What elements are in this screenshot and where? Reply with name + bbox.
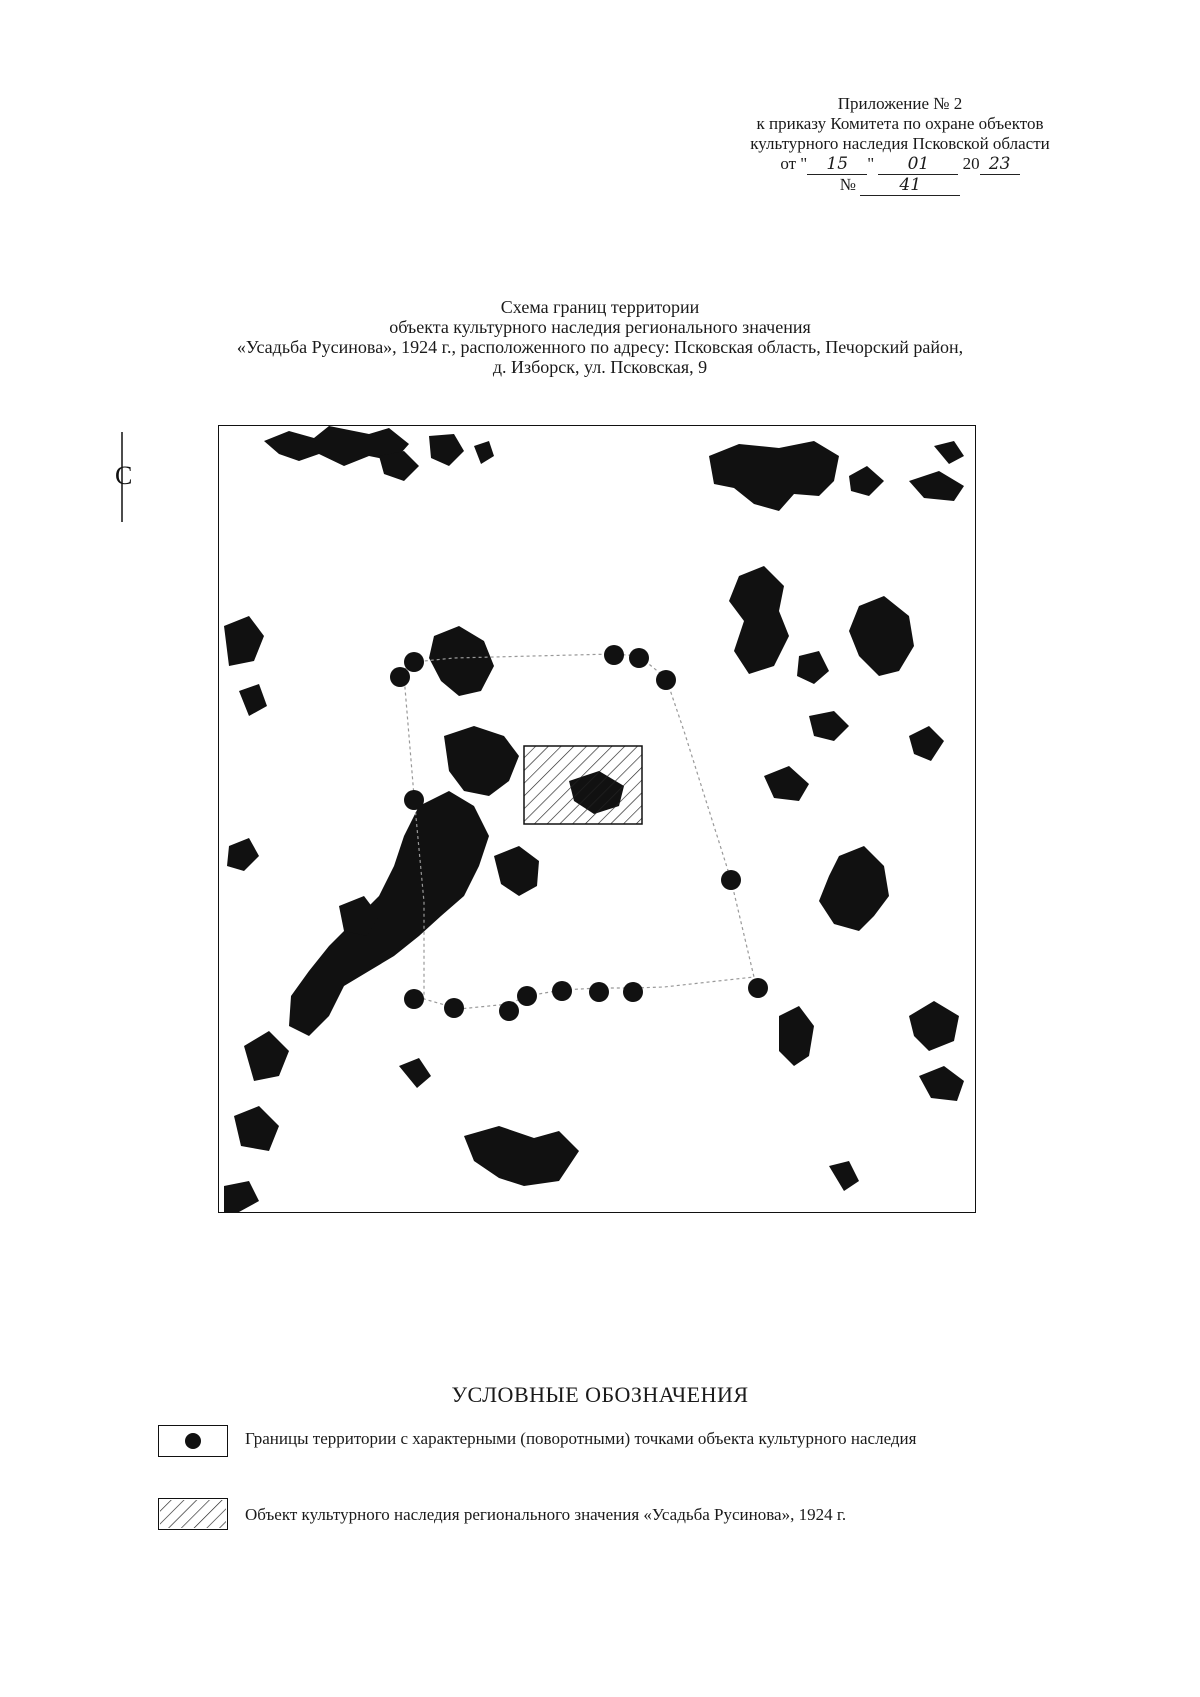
boundary-point — [404, 790, 424, 810]
boundary-point — [629, 648, 649, 668]
boundary-point — [517, 986, 537, 1006]
date-day: 15 — [807, 154, 867, 175]
boundary-point — [390, 667, 410, 687]
title-line-2: объекта культурного наследия регионального значения — [389, 317, 811, 337]
boundary-point — [721, 870, 741, 890]
appendix-order-ref: к приказу Комитета по охране объектов — [756, 114, 1044, 133]
title-line-3: «Усадьба Русинова», 1924 г., расположенного по адресу: Псковская область, Печорский район, — [236, 337, 964, 357]
scheme-title — [150, 297, 1050, 377]
legend-heritage-label: Объект культурного наследия регионального значения «Усадьба Русинова», 1924 г. — [245, 1505, 847, 1524]
appendix-order-number: № 41 — [700, 175, 1100, 196]
appendix-header — [700, 94, 1100, 196]
boundary-point — [552, 981, 572, 1001]
legend-heritage-symbol — [158, 1498, 228, 1530]
hatched-area-icon — [159, 1499, 227, 1529]
boundary-point — [656, 670, 676, 690]
title-line-4: д. Изборск, ул. Псковская, 9 — [492, 357, 708, 377]
boundary-point-icon — [159, 1426, 227, 1456]
boundary-point — [604, 645, 624, 665]
appendix-committee: культурного наследия Псковской области — [750, 134, 1050, 153]
title-line-1: Схема границ территории — [500, 297, 700, 317]
north-arrow-letter: С — [115, 461, 132, 490]
legend-boundary-label: Границы территории с характерными (поворотными) точками объекта культурного наследия — [245, 1429, 917, 1448]
date-year: 23 — [980, 154, 1020, 175]
order-number: 41 — [860, 175, 960, 196]
boundary-point — [404, 989, 424, 1009]
map-canvas — [219, 426, 975, 1212]
boundary-point — [623, 982, 643, 1002]
heritage-object-area — [524, 746, 642, 824]
date-month: 01 — [878, 154, 958, 175]
legend-boundary-symbol — [158, 1425, 228, 1457]
map-frame — [218, 425, 976, 1213]
boundary-point — [404, 652, 424, 672]
north-arrow-icon — [112, 432, 132, 522]
boundary-point — [589, 982, 609, 1002]
boundary-point — [748, 978, 768, 998]
legend-title: УСЛОВНЫЕ ОБОЗНАЧЕНИЯ — [451, 1382, 749, 1407]
appendix-date: от " 15 " 01 20 23 — [700, 154, 1100, 175]
appendix-number: Приложение № 2 — [837, 94, 963, 113]
boundary-point — [444, 998, 464, 1018]
north-arrow-graphic — [112, 432, 132, 522]
boundary-point — [499, 1001, 519, 1021]
